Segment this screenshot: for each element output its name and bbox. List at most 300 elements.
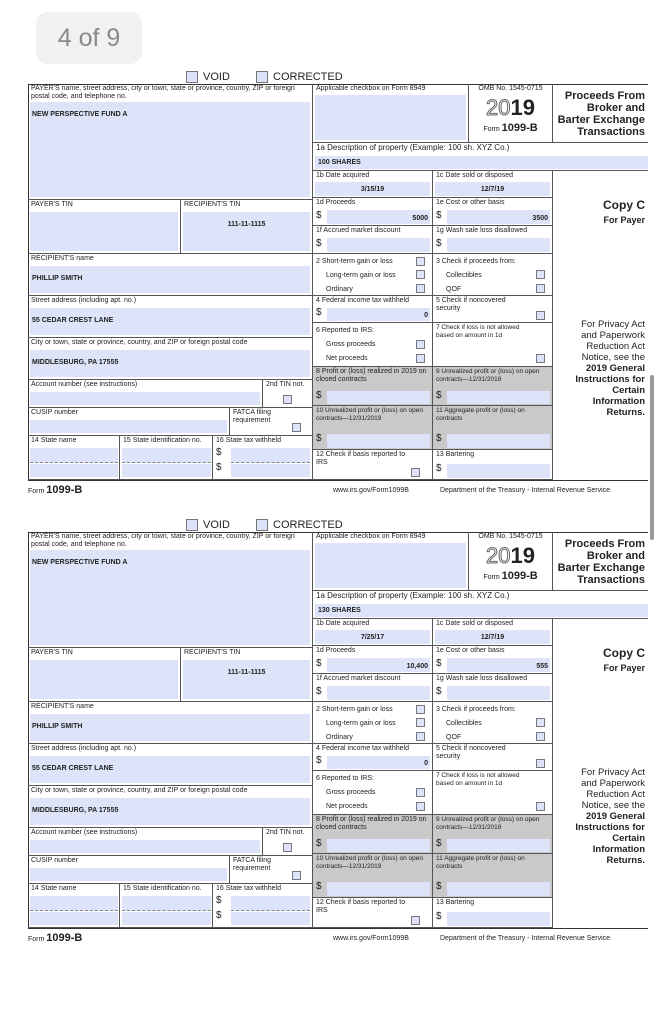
box-1b (313, 619, 433, 646)
dollar-sign: $ (436, 658, 442, 669)
qof-checkbox[interactable] (536, 284, 545, 293)
box-4 (313, 296, 433, 323)
title-line: Barter Exchange (557, 114, 645, 126)
payer-label: PAYER'S name, street address, city or town, state or province, country, ZIP or foreign postal code, and telephone no. (31, 85, 295, 100)
payer-name[interactable]: NEW PERSPECTIVE FUND A (32, 111, 128, 118)
collectibles-label: Collectibles (446, 720, 482, 727)
ordinary-checkbox[interactable] (416, 284, 425, 293)
box-1d (313, 198, 433, 226)
street-box (28, 296, 313, 338)
footer-url[interactable]: www.irs.gov/Form1099B (333, 487, 409, 494)
omb-number: OMB No. 1545-0715 (478, 85, 543, 92)
box-13-label: 13 Bartering (436, 899, 475, 906)
state-tax-field-2[interactable] (231, 464, 310, 477)
net-proceeds-label: Net proceeds (326, 803, 368, 810)
box-16 (213, 884, 313, 928)
dollar-sign: $ (316, 433, 322, 444)
box-15-label: 15 State identification no. (123, 885, 202, 892)
date-sold[interactable]: 12/7/19 (480, 186, 505, 193)
box-16-label: 16 State tax withheld (216, 437, 281, 444)
ordinary-checkbox[interactable] (416, 732, 425, 741)
box-3 (433, 254, 553, 296)
gross-proceeds-checkbox[interactable] (416, 340, 425, 349)
second-tin-checkbox[interactable] (283, 395, 292, 404)
box-16-label: 16 State tax withheld (216, 885, 281, 892)
corrected-checkbox[interactable] (256, 519, 268, 531)
box-8 (313, 367, 433, 406)
copy-label: Copy C (603, 646, 645, 660)
title-line: Proceeds From (564, 90, 645, 102)
dollar-sign: $ (316, 307, 322, 318)
loss-not-allowed-checkbox[interactable] (536, 354, 545, 363)
state-name-field[interactable] (30, 896, 118, 911)
recipient-tin[interactable]: 111-11-1115 (227, 221, 266, 228)
payer-tin-box (28, 648, 181, 702)
box-5 (433, 744, 553, 771)
fatca-label: FATCA filing requirement (233, 857, 271, 872)
loss-not-allowed-checkbox[interactable] (536, 802, 545, 811)
box-13 (433, 898, 553, 928)
box-1f-field[interactable] (327, 686, 430, 700)
box-13-label: 13 Bartering (436, 451, 475, 458)
box-8-field[interactable] (327, 391, 430, 404)
title-line: Transactions (577, 126, 645, 138)
fatca-checkbox[interactable] (292, 871, 301, 880)
box-1c-label: 1c Date sold or disposed (436, 620, 514, 627)
title-line: Broker and (586, 550, 645, 562)
privacy-line: Certain (612, 833, 645, 844)
collectibles-label: Collectibles (446, 272, 482, 279)
footer-form-name (28, 932, 82, 944)
payer-tin-label: PAYER'S TIN (31, 201, 73, 208)
privacy-line: Information (592, 396, 645, 407)
omb-box (469, 532, 553, 591)
form-word: Form (28, 936, 45, 943)
privacy-line: Reduction Act (586, 789, 645, 800)
box-14-label: 14 State name (31, 437, 77, 444)
form-name: 1099-B (46, 932, 83, 944)
dollar-sign: $ (216, 895, 222, 906)
net-proceeds-label: Net proceeds (326, 355, 368, 362)
box-1b (313, 171, 433, 198)
qof-label: QOF (446, 286, 462, 293)
form-name: 1099-B (501, 570, 538, 582)
box-5 (433, 296, 553, 323)
long-term-label: Long-term gain or loss (326, 272, 396, 279)
recipient-tin[interactable]: 111-11-1115 (227, 669, 266, 676)
dollar-sign: $ (216, 447, 222, 458)
state-tax-field-2[interactable] (231, 912, 310, 925)
privacy-line: Certain (612, 385, 645, 396)
box-6 (313, 771, 433, 815)
privacy-line: Notice, see the (581, 800, 645, 811)
state-tax-field[interactable] (231, 896, 310, 911)
basis-reported-checkbox[interactable] (411, 916, 420, 925)
payer-tin-label: PAYER'S TIN (31, 649, 73, 656)
collectibles-checkbox[interactable] (536, 270, 545, 279)
footer-form-name (28, 484, 82, 496)
qof-label: QOF (446, 734, 462, 741)
box-4-label: 4 Federal income tax withheld (316, 745, 409, 752)
gross-proceeds-label: Gross proceeds (326, 341, 376, 348)
gross-proceeds-checkbox[interactable] (416, 788, 425, 797)
dollar-sign: $ (436, 433, 442, 444)
qof-checkbox[interactable] (536, 732, 545, 741)
account-box (28, 828, 263, 856)
box-5-label: 5 Check if noncovered security (436, 745, 506, 760)
city-state-zip[interactable]: MIDDLESBURG, PA 17555 (32, 807, 119, 814)
second-tin-box (263, 828, 313, 856)
date-acquired[interactable]: 3/15/19 (360, 186, 385, 193)
state-tax-field[interactable] (231, 448, 310, 463)
box-10 (313, 406, 433, 450)
year-bold: 19 (510, 543, 535, 568)
state-name-field[interactable] (30, 448, 118, 463)
state-id-field[interactable] (122, 448, 211, 463)
year-outline: 20 (486, 95, 511, 120)
box-1a-label: 1a Description of property (Example: 100 sh. XYZ Co.) (316, 591, 510, 600)
dollar-sign: $ (216, 462, 222, 473)
form-name: 1099-B (46, 484, 83, 496)
box-11-label: 11 Aggregate profit or (loss) on contracts (436, 855, 525, 870)
noncovered-checkbox[interactable] (536, 311, 545, 320)
cusip-box (28, 408, 230, 436)
box-2-label: 2 Short-term gain or loss (316, 258, 393, 265)
box-4 (313, 744, 433, 771)
copy-label: Copy C (603, 198, 645, 212)
box-9-field[interactable] (447, 839, 550, 852)
title-line: Proceeds From (564, 538, 645, 550)
state-name-field-2[interactable] (30, 464, 118, 477)
footer-department: Department of the Treasury - Internal Revenue Service (440, 935, 611, 942)
box-8-label: 8 Profit or (loss) realized in 2019 on closed contracts (316, 368, 427, 383)
payer-box (28, 84, 313, 200)
ordinary-label: Ordinary (326, 734, 353, 741)
box-1c (433, 171, 553, 198)
omb-number: OMB No. 1545-0715 (478, 533, 543, 540)
box-1a (313, 143, 648, 171)
void-checkbox[interactable] (186, 71, 198, 83)
account-field[interactable] (30, 392, 260, 405)
box-4-label: 4 Federal income tax withheld (316, 297, 409, 304)
street-label: Street address (including apt. no.) (31, 297, 137, 304)
privacy-line: Instructions for (575, 374, 645, 385)
box-1e (433, 646, 553, 674)
privacy-line: For Privacy Act (581, 767, 645, 778)
payer-box (28, 532, 313, 648)
applicable-field[interactable] (315, 95, 466, 140)
privacy-notice (553, 319, 645, 418)
box-6-label: 6 Reported to IRS: (316, 775, 374, 782)
box-8 (313, 815, 433, 854)
street-address[interactable]: 55 CEDAR CREST LANE (32, 317, 114, 324)
box-1g-field[interactable] (447, 686, 550, 700)
box-10-field[interactable] (327, 882, 430, 896)
box-6-label: 6 Reported to IRS: (316, 327, 374, 334)
box-1g (433, 674, 553, 702)
federal-withheld[interactable]: 0 (424, 760, 428, 767)
box-11-field[interactable] (447, 882, 550, 896)
account-box (28, 380, 263, 408)
box-9-label: 9 Unrealized profit or (loss) on open contracts—12/31/2018 (436, 368, 540, 383)
applicable-field[interactable] (315, 543, 466, 588)
corrected-checkbox[interactable] (256, 71, 268, 83)
void-label: VOID (203, 71, 230, 83)
recipient-tin-box (181, 648, 313, 702)
box-1a (313, 591, 648, 619)
recipient-name-label: RECIPIENT'S name (31, 255, 94, 262)
box-11-label: 11 Aggregate profit or (loss) on contracts (436, 407, 525, 422)
bartering-field[interactable] (447, 464, 550, 478)
street-label: Street address (including apt. no.) (31, 745, 137, 752)
box-1e (433, 198, 553, 226)
dollar-sign: $ (316, 838, 322, 849)
privacy-notice (553, 767, 645, 866)
year-bold: 19 (510, 95, 535, 120)
box-1g (433, 226, 553, 254)
payer-tin-box (28, 200, 181, 254)
account-label: Account number (see instructions) (31, 829, 138, 836)
box-1d (313, 646, 433, 674)
proceeds[interactable]: 5000 (412, 215, 428, 222)
applicable-box (313, 84, 469, 143)
second-tin-checkbox[interactable] (283, 843, 292, 852)
second-tin-label: 2nd TIN not. (266, 829, 305, 836)
state-id-field[interactable] (122, 896, 211, 911)
privacy-line: 2019 General (585, 363, 645, 374)
street-address[interactable]: 55 CEDAR CREST LANE (32, 765, 114, 772)
payer-tin-field[interactable] (30, 212, 178, 251)
box-1f-field[interactable] (327, 238, 430, 252)
form-name: 1099-B (501, 122, 538, 134)
box-13 (433, 450, 553, 480)
short-term-checkbox[interactable] (416, 257, 425, 266)
long-term-checkbox[interactable] (416, 270, 425, 279)
box-1f-label: 1f Accrued market discount (316, 227, 401, 234)
box-1d-label: 1d Proceeds (316, 647, 356, 654)
box-1b-label: 1b Date acquired (316, 620, 370, 627)
city-label: City or town, state or province, country, and ZIP or foreign postal code (31, 787, 248, 794)
applicable-label: Applicable checkbox on Form 8949 (316, 85, 426, 92)
recipient-name-box (28, 254, 313, 296)
collectibles-checkbox[interactable] (536, 718, 545, 727)
box-1b-label: 1b Date acquired (316, 172, 370, 179)
box-10-label: 10 Unrealized profit or (loss) on open contracts—12/31/2019 (316, 407, 423, 422)
dollar-sign: $ (316, 686, 322, 697)
box-7 (433, 771, 553, 815)
void-checkbox[interactable] (186, 519, 198, 531)
box-14-label: 14 State name (31, 885, 77, 892)
privacy-line: Information (592, 844, 645, 855)
dollar-sign: $ (436, 210, 442, 221)
recipient-tin-label: RECIPIENT'S TIN (184, 201, 241, 208)
box-2 (313, 702, 433, 744)
title-line: Barter Exchange (557, 562, 645, 574)
for-payer-label: For Payer (603, 215, 645, 225)
dollar-sign: $ (316, 658, 322, 669)
dollar-sign: $ (436, 838, 442, 849)
privacy-line: and Paperwork (581, 778, 645, 789)
year-outline: 20 (486, 543, 511, 568)
box-7 (433, 323, 553, 367)
privacy-line: Instructions for (575, 822, 645, 833)
recipient-name-label: RECIPIENT'S name (31, 703, 94, 710)
footer-department: Department of the Treasury - Internal Revenue Service (440, 487, 611, 494)
privacy-line: For Privacy Act (581, 319, 645, 330)
dollar-sign: $ (316, 390, 322, 401)
account-field[interactable] (30, 840, 260, 853)
description-value[interactable]: 130 SHARES (318, 607, 361, 614)
proceeds[interactable]: 10,400 (406, 663, 428, 670)
title-line: Transactions (577, 574, 645, 586)
box-5-label: 5 Check if noncovered security (436, 297, 506, 312)
account-label: Account number (see instructions) (31, 381, 138, 388)
box-3-label: 3 Check if proceeds from: (436, 258, 516, 265)
box-16 (213, 436, 313, 480)
box-8-label: 8 Profit or (loss) realized in 2019 on closed contracts (316, 816, 427, 831)
dollar-sign: $ (436, 390, 442, 401)
corrected-label: CORRECTED (273, 71, 343, 83)
box-10-field[interactable] (327, 434, 430, 448)
privacy-line: Reduction Act (586, 341, 645, 352)
payer-name[interactable]: NEW PERSPECTIVE FUND A (32, 559, 128, 566)
box-7-label: 7 Check if loss is not allowed based on amount in 1d (436, 324, 520, 339)
city-state-zip[interactable]: MIDDLESBURG, PA 17555 (32, 359, 119, 366)
box-1c-label: 1c Date sold or disposed (436, 172, 514, 179)
long-term-checkbox[interactable] (416, 718, 425, 727)
fatca-checkbox[interactable] (292, 423, 301, 432)
dollar-sign: $ (436, 881, 442, 892)
box-1c (433, 619, 553, 646)
box-3-label: 3 Check if proceeds from: (436, 706, 516, 713)
box-9-field[interactable] (447, 391, 550, 404)
box-9 (433, 815, 553, 854)
box-7-label: 7 Check if loss is not allowed based on amount in 1d (436, 772, 520, 787)
bartering-field[interactable] (447, 912, 550, 926)
gross-proceeds-label: Gross proceeds (326, 789, 376, 796)
fatca-box (230, 408, 313, 436)
recipient-name-box (28, 702, 313, 744)
box-9-label: 9 Unrealized profit or (loss) on open contracts—12/31/2018 (436, 816, 540, 831)
omb-box (469, 84, 553, 143)
form-word: Form (28, 488, 45, 495)
form-word: Form (483, 126, 500, 133)
state-id-field-2[interactable] (122, 912, 211, 925)
city-box (28, 786, 313, 828)
state-id-field-2[interactable] (122, 464, 211, 477)
dollar-sign: $ (316, 755, 322, 766)
date-acquired[interactable]: 7/25/17 (360, 634, 385, 641)
box-1f (313, 674, 433, 702)
cusip-box (28, 856, 230, 884)
box-12-label: 12 Check if basis reported to IRS (316, 899, 406, 914)
scrollbar[interactable] (650, 375, 654, 540)
cusip-field[interactable] (30, 868, 227, 881)
street-box (28, 744, 313, 786)
box-1g-label: 1g Wash sale loss disallowed (436, 675, 528, 682)
cusip-label: CUSIP number (31, 857, 78, 864)
box-8-field[interactable] (327, 839, 430, 852)
box-1g-label: 1g Wash sale loss disallowed (436, 227, 528, 234)
federal-withheld[interactable]: 0 (424, 312, 428, 319)
box-2-label: 2 Short-term gain or loss (316, 706, 393, 713)
dollar-sign: $ (436, 463, 442, 474)
description-value[interactable]: 100 SHARES (318, 159, 361, 166)
box-6 (313, 323, 433, 367)
form-1099b (0, 518, 658, 948)
box-15 (120, 436, 213, 480)
dollar-sign: $ (316, 238, 322, 249)
recipient-tin-label: RECIPIENT'S TIN (184, 649, 241, 656)
date-sold[interactable]: 12/7/19 (480, 634, 505, 641)
ordinary-label: Ordinary (326, 286, 353, 293)
box-3 (433, 702, 553, 744)
long-term-label: Long-term gain or loss (326, 720, 396, 727)
net-proceeds-checkbox[interactable] (416, 802, 425, 811)
dollar-sign: $ (436, 238, 442, 249)
fatca-box (230, 856, 313, 884)
form-1099b (0, 70, 658, 500)
box-1f-label: 1f Accrued market discount (316, 675, 401, 682)
privacy-line: Returns. (606, 855, 645, 866)
privacy-line: 2019 General (585, 811, 645, 822)
box-12 (313, 898, 433, 928)
box-1f (313, 226, 433, 254)
box-1e-label: 1e Cost or other basis (436, 647, 505, 654)
for-payer-label: For Payer (603, 663, 645, 673)
page-indicator[interactable]: 4 of 9 (36, 12, 142, 64)
applicable-box (313, 532, 469, 591)
noncovered-checkbox[interactable] (536, 759, 545, 768)
corrected-label: CORRECTED (273, 519, 343, 531)
form-title (553, 90, 645, 138)
box-2 (313, 254, 433, 296)
cusip-field[interactable] (30, 420, 227, 433)
applicable-label: Applicable checkbox on Form 8949 (316, 533, 426, 540)
net-proceeds-checkbox[interactable] (416, 354, 425, 363)
cost-basis[interactable]: 3500 (532, 215, 548, 222)
box-14 (28, 436, 120, 480)
privacy-line: Returns. (606, 407, 645, 418)
box-11 (433, 406, 553, 450)
state-name-field-2[interactable] (30, 912, 118, 925)
recipient-name[interactable]: PHILLIP SMITH (32, 275, 83, 282)
second-tin-label: 2nd TIN not. (266, 381, 305, 388)
short-term-checkbox[interactable] (416, 705, 425, 714)
box-1g-field[interactable] (447, 238, 550, 252)
box-12-label: 12 Check if basis reported to IRS (316, 451, 406, 466)
footer-url[interactable]: www.irs.gov/Form1099B (333, 935, 409, 942)
cost-basis[interactable]: 555 (536, 663, 548, 670)
payer-label: PAYER'S name, street address, city or town, state or province, country, ZIP or foreign postal code, and telephone no. (31, 533, 295, 548)
box-1a-label: 1a Description of property (Example: 100 sh. XYZ Co.) (316, 143, 510, 152)
void-label: VOID (203, 519, 230, 531)
box-11-field[interactable] (447, 434, 550, 448)
dollar-sign: $ (316, 881, 322, 892)
payer-tin-field[interactable] (30, 660, 178, 699)
box-9 (433, 367, 553, 406)
title-line: Broker and (586, 102, 645, 114)
recipient-name[interactable]: PHILLIP SMITH (32, 723, 83, 730)
box-11 (433, 854, 553, 898)
basis-reported-checkbox[interactable] (411, 468, 420, 477)
box-10 (313, 854, 433, 898)
dollar-sign: $ (436, 911, 442, 922)
privacy-line: and Paperwork (581, 330, 645, 341)
dollar-sign: $ (436, 686, 442, 697)
box-12 (313, 450, 433, 480)
recipient-tin-box (181, 200, 313, 254)
